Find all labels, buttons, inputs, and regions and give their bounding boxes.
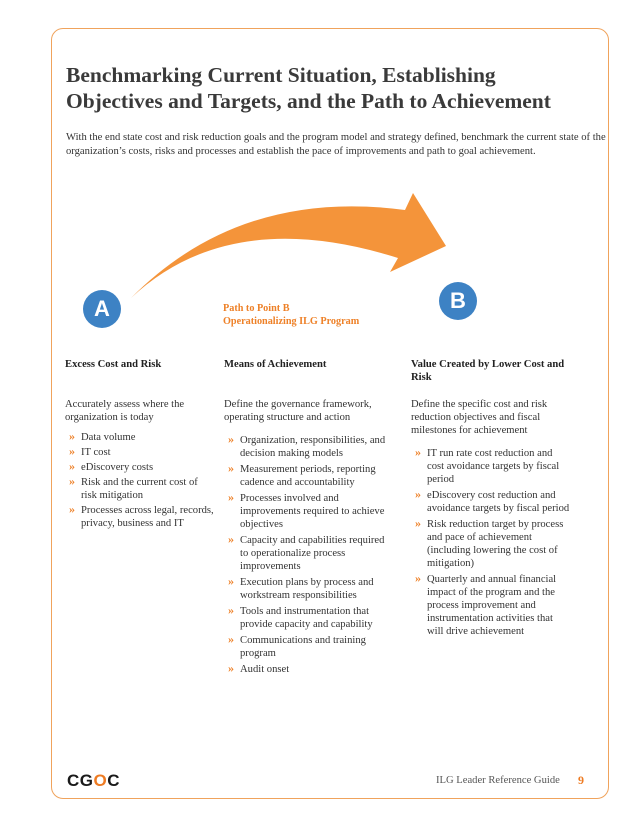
chevron-bullet-icon: » — [228, 532, 234, 546]
column-heading: Excess Cost and Risk — [65, 359, 162, 370]
list-item-text: Processes involved and improvements required to achieve objectives — [240, 493, 385, 530]
chevron-bullet-icon: » — [415, 445, 421, 459]
bullet-list — [224, 434, 394, 676]
footer-guide-title: ILG Leader Reference Guide — [436, 775, 560, 786]
chevron-bullet-icon: » — [228, 574, 234, 588]
list-item-text: Risk and the current cost of risk mitigation — [81, 477, 198, 501]
cgoc-logo — [67, 771, 120, 791]
chevron-bullet-icon: » — [228, 432, 234, 446]
list-item — [65, 446, 215, 459]
list-item — [65, 476, 215, 502]
list-item — [224, 492, 394, 531]
path-label-line-1: Path to Point B — [223, 303, 290, 314]
logo-text-part-3: C — [107, 771, 121, 790]
path-label-line-2: Operationalizing ILG Program — [223, 316, 360, 327]
title-line-1: Benchmarking Current Situation, Establishing — [66, 63, 496, 87]
point-a-badge: A — [83, 290, 121, 328]
list-item-text: Measurement periods, reporting cadence and accountability — [240, 464, 376, 488]
title-line-2: Objectives and Targets, and the Path to Achievement — [66, 89, 551, 113]
column-heading: Means of Achievement — [224, 359, 327, 370]
logo-text-part-1: CG — [67, 771, 94, 790]
chevron-bullet-icon: » — [69, 444, 75, 458]
column-value-created — [411, 358, 571, 641]
list-item — [224, 434, 394, 460]
column-description: Define the governance framework, operating structure and action — [224, 399, 372, 423]
chevron-bullet-icon: » — [228, 461, 234, 475]
path-label — [223, 302, 359, 328]
list-item — [224, 576, 394, 602]
list-item — [411, 489, 571, 515]
list-item-text: Data volume — [81, 432, 136, 443]
column-heading: Value Created by Lower Cost and Risk — [411, 359, 565, 383]
page-number: 9 — [578, 773, 584, 787]
chevron-bullet-icon: » — [228, 490, 234, 504]
list-item — [65, 504, 215, 530]
chevron-bullet-icon: » — [69, 459, 75, 473]
list-item — [411, 518, 571, 570]
list-item-text: Communications and training program — [240, 635, 366, 659]
list-item — [224, 463, 394, 489]
list-item-text: Tools and instrumentation that provide capacity and capability — [240, 606, 373, 630]
list-item-text: Organization, responsibilities, and decision making models — [240, 435, 386, 459]
column-excess-cost — [65, 358, 215, 532]
list-item-text: Risk reduction target by process and pace of achievement (including lowering the cost of mitigation) — [427, 519, 564, 569]
chevron-bullet-icon: » — [228, 661, 234, 675]
chevron-bullet-icon: » — [69, 502, 75, 516]
chevron-bullet-icon: » — [69, 429, 75, 443]
list-item — [65, 461, 215, 474]
list-item — [224, 634, 394, 660]
chevron-bullet-icon: » — [415, 487, 421, 501]
chevron-bullet-icon: » — [415, 516, 421, 530]
list-item-text: Quarterly and annual financial impact of the program and the process improvement and instrumentation activities that will drive achievement — [427, 574, 557, 637]
column-description: Define the specific cost and risk reduction objectives and fiscal milestones for achievement — [411, 399, 548, 436]
intro-paragraph: With the end state cost and risk reduction goals and the program model and strategy defined, benchmark the current state of the organization’s costs, risks and processes and establish the pace of improvements and path to goal achievement. — [66, 132, 606, 157]
list-item — [224, 605, 394, 631]
chevron-bullet-icon: » — [415, 571, 421, 585]
list-item — [224, 663, 394, 676]
chevron-bullet-icon: » — [228, 603, 234, 617]
list-item-text: eDiscovery cost reduction and avoidance targets by fiscal period — [427, 490, 570, 514]
bullet-list — [411, 447, 571, 638]
bullet-list — [65, 431, 215, 530]
list-item — [224, 534, 394, 573]
list-item-text: IT run rate cost reduction and cost avoidance targets by fiscal period — [427, 448, 560, 485]
list-item-text: Execution plans by process and workstream responsibilities — [240, 577, 374, 601]
point-b-badge: B — [439, 282, 477, 320]
list-item-text: Capacity and capabilities required to operationalize process improvements — [240, 535, 385, 572]
list-item-text: IT cost — [81, 447, 111, 458]
column-description: Accurately assess where the organization is today — [65, 399, 185, 423]
chevron-bullet-icon: » — [228, 632, 234, 646]
list-item-text: eDiscovery costs — [81, 462, 154, 473]
curved-arrow-body — [131, 193, 446, 298]
chevron-bullet-icon: » — [69, 474, 75, 488]
list-item-text: Audit onset — [240, 664, 290, 675]
list-item — [411, 573, 571, 638]
logo-text-part-2: O — [93, 771, 108, 790]
list-item-text: Processes across legal, records, privacy, business and IT — [81, 505, 214, 529]
list-item — [411, 447, 571, 486]
list-item — [65, 431, 215, 444]
column-means-of-achievement — [224, 358, 394, 679]
